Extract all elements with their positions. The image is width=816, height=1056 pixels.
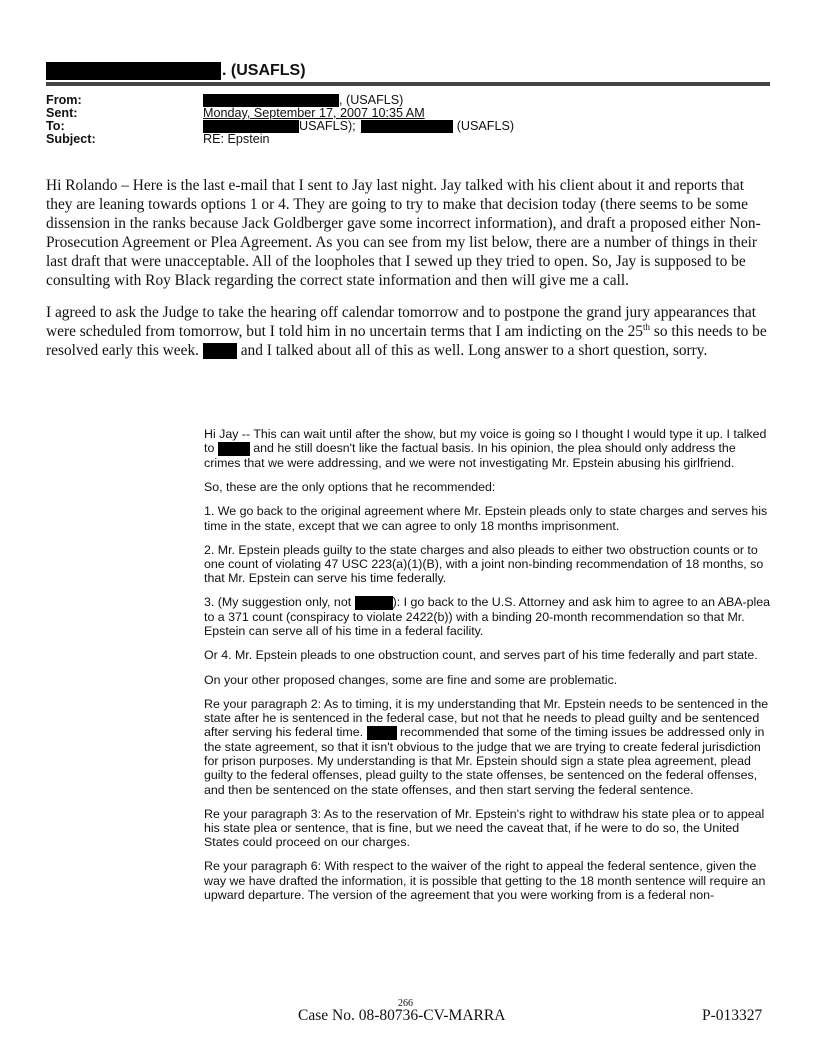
email-title: . (USAFLS) <box>222 62 306 79</box>
to-row <box>46 120 770 133</box>
subject-value: RE: Epstein <box>203 132 270 146</box>
paragraph-6-response: Re your paragraph 6: With respect to the waiver of the right to appeal the federal sentence, given the way we have drafted the information, it is possible that getting to the 18 month sentence will require an upward departure. The version of the agreement that you were working from is a federal non- <box>204 859 766 902</box>
redaction-block <box>46 62 221 80</box>
option-2: 2. Mr. Epstein pleads guilty to the state charges and also pleads to either two obstruction counts or to one count of violating 47 USC 223(a)(1)(B), with a joint non-binding recommendation of 18 months, so that Mr. Epstein can serve his time federally. <box>204 542 764 586</box>
paragraph-3-response: Re your paragraph 3: As to the reservation of Mr. Epstein's right to withdraw his state plea or to appeal his state plea or sentence, that is fine, but we need the caveat that, if he were to do so, the United States could proceed on our charges. <box>204 806 765 850</box>
quoted-paragraph-1-text-a: Hi Jay -- This can wait until after the show, but my voice is going so I thought I would type it up. I talked to <box>204 427 767 456</box>
option-4: Or 4. Mr. Epstein pleads to one obstruction count, and serves part of his time federally and part state. <box>204 648 758 663</box>
subject-row <box>46 133 770 146</box>
sent-label: Sent: <box>46 106 78 120</box>
case-number: Case No. 08-80736-CV-MARRA <box>298 1007 506 1024</box>
redaction-block <box>203 343 237 359</box>
option-3-text-b: ): I go back to the U.S. Attorney and ask him to agree to an ABA-plea to a 371 count (conspiracy to violate 2422(b)) with a binding 20-month recommendation so that Mr. Epstein can serve all of his time in a federal facility. <box>204 595 771 639</box>
option-3 <box>204 595 772 638</box>
sent-value: Monday, September 17, 2007 10:35 AM <box>203 106 425 120</box>
quoted-paragraph-1 <box>204 427 772 470</box>
option-1: 1. We go back to the original agreement where Mr. Epstein pleads only to state charges and serves his time in the state, except that we can agree to only 18 months imprisonment. <box>204 504 768 533</box>
intro-paragraph-1: Hi Rolando – Here is the last e-mail that I sent to Jay last night. Jay talked with his client about it and reports that they are leaning towards options 1 or 4. They are going to try to make that decision today (there seems to be some dissension in the ranks because Jack Goldberger gave some incorrect information), and draft a proposed either Non-Prosecution Agreement or Plea Agreement. As you can see from my list below, there are a number of things in their last draft that were unacceptable. All of the loopholes that I sewed up they tried to open. So, Jay is supposed to be consulting with Roy Black regarding the correct state information and then will give me a call. <box>46 177 761 289</box>
redaction-block <box>361 120 453 133</box>
redaction-block <box>355 596 393 610</box>
page-number: 266 <box>398 998 413 1009</box>
quoted-paragraph-1-text-b: and he still doesn't like the factual basis. In his opinion, the plea should only address the crimes that we were addressing, and we were not investigating Mr. Epstein abusing his girlfriend. <box>204 441 736 470</box>
paragraph-2-response <box>204 697 772 797</box>
message-body <box>46 176 772 373</box>
paragraph-2-response-text-a: Re your paragraph 2: As to timing, it is my understanding that Mr. Epstein needs to be sentenced in the state after he is sentenced in the federal case, but not that he needs to plead guilty and be sentenced after serving his federal time. <box>204 696 769 740</box>
intro-paragraph-2-text-a: I agreed to ask the Judge to take the hearing off calendar tomorrow and to postpone the grand jury appearances that were scheduled from tomorrow, but I told him in no uncertain terms that I am indicting on the 25 <box>46 304 756 340</box>
from-value-text: , (USAFLS) <box>339 93 404 107</box>
redaction-block <box>218 442 250 456</box>
redaction-block <box>367 726 397 740</box>
to-value-part2: (USAFLS) <box>456 119 515 133</box>
to-label: To: <box>46 119 65 133</box>
ordinal-suffix: th <box>642 321 650 332</box>
email-header <box>46 94 770 146</box>
intro-paragraph-2 <box>46 303 772 360</box>
page-footer <box>0 998 816 1038</box>
subject-label: Subject: <box>46 132 96 146</box>
paragraph-2-response-text-b: recommended that some of the timing issues be addressed only in the state agreement, so that it isn't obvious to the judge that we are trying to create federal jurisdiction for prison purposes. My understanding is that Mr. Epstein should sign a state plea agreement, plead guilty to the federal offenses, plead guilty to the state offenses, be sentenced on the federal offenses, and then be sentenced on the state offenses, and then start serving the federal sentence. <box>204 725 765 797</box>
quoted-paragraph-2: So, these are the only options that he recommended: <box>204 480 496 495</box>
intro-paragraph-2-text-c: and I talked about all of this as well. Long answer to a short question, sorry. <box>236 342 708 359</box>
bates-number: P-013327 <box>702 1007 763 1024</box>
quoted-email <box>204 427 772 912</box>
email-title-bar <box>46 62 770 82</box>
title-divider <box>46 82 770 86</box>
option-3-text-a: 3. (My suggestion only, not <box>204 595 352 610</box>
quoted-paragraph-7: On your other proposed changes, some are fine and some are problematic. <box>204 672 618 687</box>
to-value-part1: USAFLS); <box>299 119 356 133</box>
intro-paragraph-2-text-b: so this needs to be resolved early this week. <box>46 323 767 359</box>
from-label: From: <box>46 93 82 107</box>
sent-row <box>46 107 770 120</box>
